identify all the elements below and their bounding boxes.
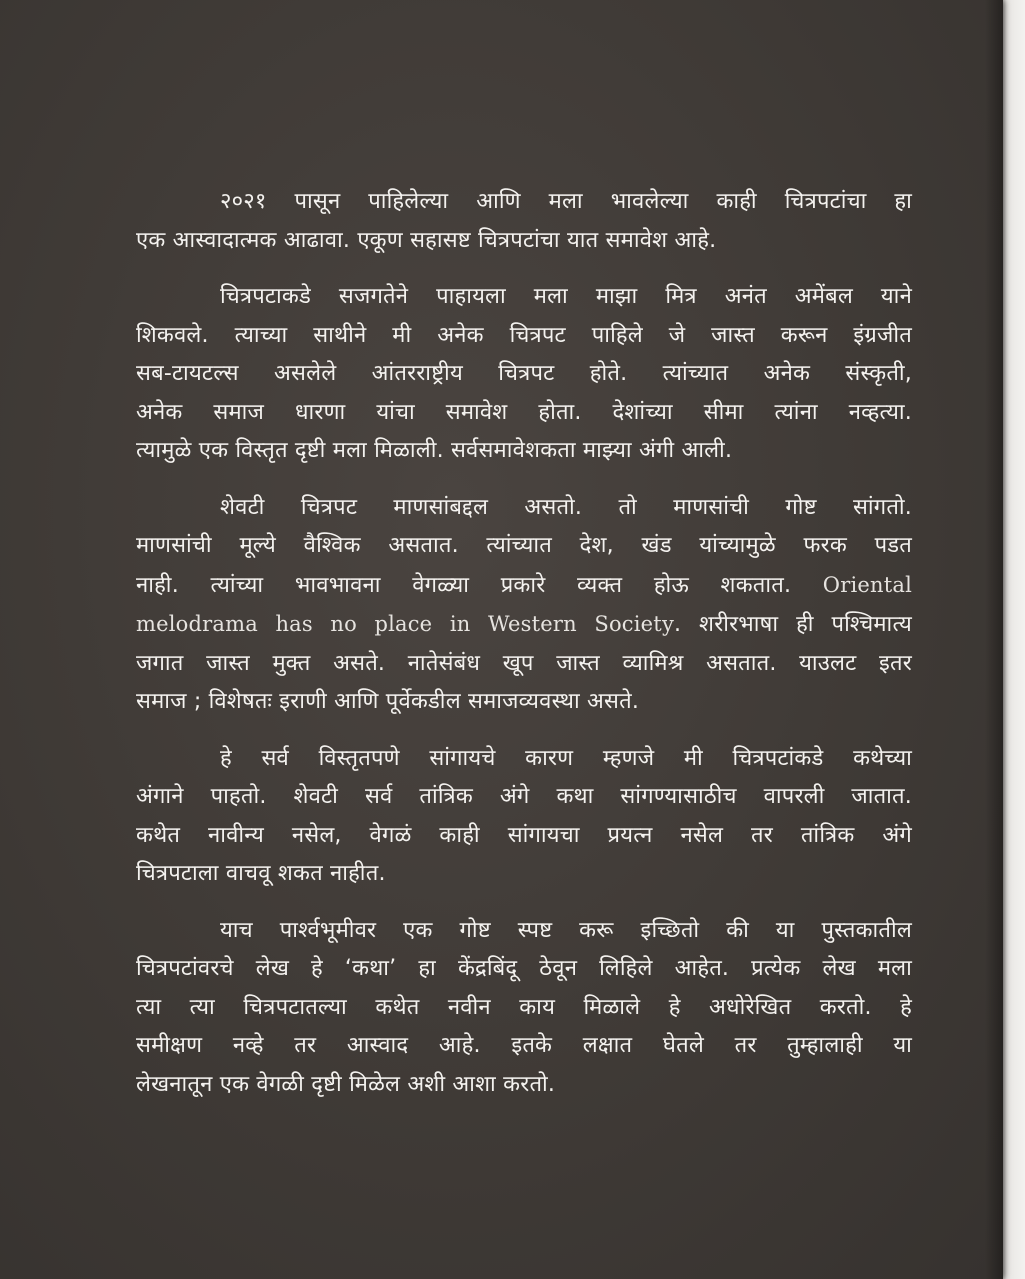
text-line: समीक्षण नव्हे तर आस्वाद आहे. इतके लक्षात घेतले तर तुम्हालाही या bbox=[136, 1033, 912, 1058]
text-segment: . शरीरभाषा ही पश्चिमात्य bbox=[674, 612, 912, 637]
text-line: जगात जास्त मुक्त असते. नातेसंबंध खूप जास्त व्यामिश्र असतात. याउलट इतर bbox=[136, 650, 912, 676]
paragraph-4 bbox=[136, 740, 912, 894]
text-line: त्यामुळे एक विस्तृत दृष्टी मला मिळाली. सर्वसमावेशकता माझ्या अंगी आली. bbox=[136, 438, 733, 463]
cover-edge-shadow bbox=[985, 0, 1003, 1279]
text-line: अंगाने पाहतो. शेवटी सर्व तांत्रिक अंगे कथा सांगण्यासाठीच वापरली जातात. bbox=[136, 784, 912, 809]
text-line: चित्रपटाला वाचवू शकत नाहीत. bbox=[136, 861, 386, 886]
text-line bbox=[136, 566, 912, 606]
paragraph-1 bbox=[136, 183, 912, 260]
text-line: चित्रपटाकडे सजगतेने पाहायला मला माझा मित्र अनंत अमेंबल याने bbox=[220, 284, 912, 309]
paragraph-5 bbox=[136, 912, 912, 1105]
text-line: एक आस्वादात्मक आढावा. एकूण सहासष्ट चित्रपटांचा यात समावेश आहे. bbox=[136, 227, 717, 253]
text-line: शिकवले. त्याच्या साथीने मी अनेक चित्रपट पाहिले जे जास्त करून इंग्रजीत bbox=[136, 322, 912, 348]
text-line: सब-टायटल्स असलेले आंतरराष्ट्रीय चित्रपट होते. त्यांच्यात अनेक संस्कृती, bbox=[136, 361, 912, 386]
text-line: २०२१ पासून पाहिलेल्या आणि मला भावलेल्या काही चित्रपटांचा हा bbox=[220, 189, 912, 214]
text-line bbox=[136, 605, 912, 645]
blurb-text bbox=[136, 183, 912, 1122]
text-line: चित्रपटांवरचे लेख हे ‘कथा’ हा केंद्रबिंदू ठेवून लिहिले आहेत. प्रत्येक लेख मला bbox=[136, 956, 912, 981]
text-line: अनेक समाज धारणा यांचा समावेश होता. देशांच्या सीमा त्यांना नव्हत्या. bbox=[136, 399, 912, 425]
english-phrase: Oriental bbox=[822, 572, 912, 597]
text-line: त्या त्या चित्रपटातल्या कथेत नवीन काय मिळाले हे अधोरेखित करतो. हे bbox=[136, 994, 912, 1020]
text-line: कथेत नावीन्य नसेल, वेगळं काही सांगायचा प्रयत्न नसेल तर तांत्रिक अंगे bbox=[136, 822, 912, 848]
text-segment: नाही. त्यांच्या भावभावना वेगळ्या प्रकारे व्यक्त होऊ शकतात. bbox=[136, 572, 792, 598]
english-phrase: melodrama has no place in Western Society bbox=[136, 612, 675, 636]
text-line: समाज ; विशेषतः इराणी आणि पूर्वेकडील समाजव्यवस्था असते. bbox=[136, 689, 640, 714]
text-line: माणसांची मूल्ये वैश्विक असतात. त्यांच्यात देश, खंड यांच्यामुळे फरक पडत bbox=[136, 533, 912, 558]
text-line: हे सर्व विस्तृतपणे सांगायचे कारण म्हणजे मी चित्रपटांकडे कथेच्या bbox=[220, 745, 912, 771]
text-line: याच पार्श्वभूमीवर एक गोष्ट स्पष्ट करू इच्छितो की या पुस्तकातील bbox=[220, 917, 912, 943]
text-line: लेखनातून एक वेगळी दृष्टी मिळेल अशी आशा करतो. bbox=[136, 1071, 556, 1097]
paragraph-3 bbox=[136, 489, 912, 722]
text-line: शेवटी चित्रपट माणसांबद्दल असतो. तो माणसांची गोष्ट सांगतो. bbox=[220, 494, 912, 520]
paragraph-2 bbox=[136, 278, 912, 471]
